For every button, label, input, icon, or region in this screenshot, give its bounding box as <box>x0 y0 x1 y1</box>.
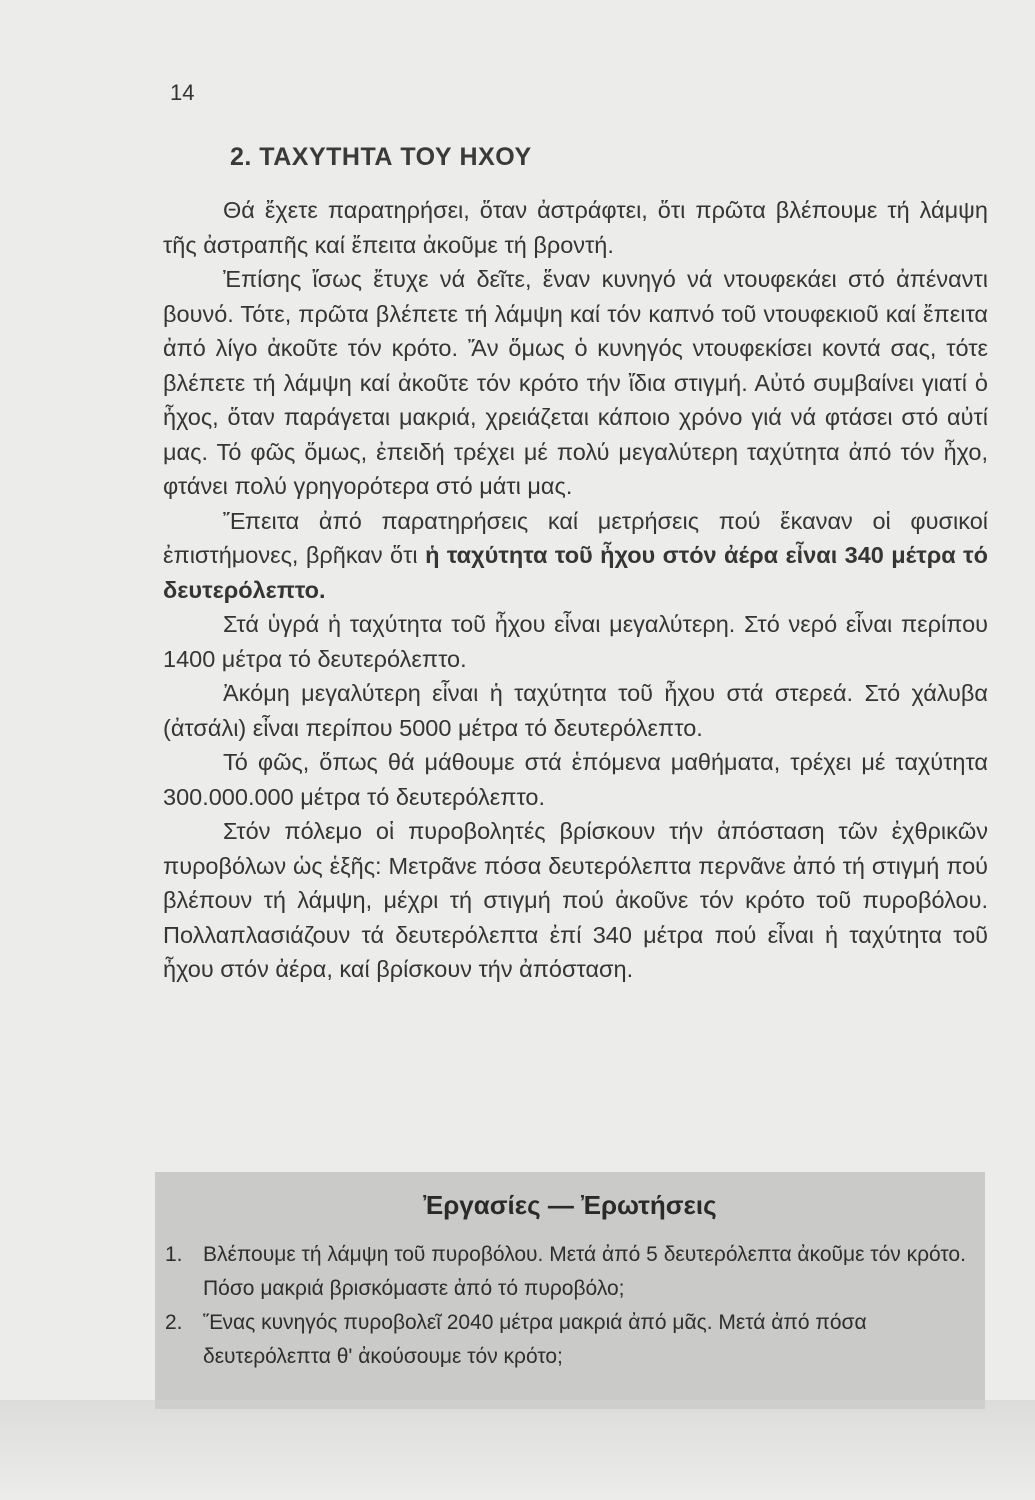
paragraph-speed-in-air <box>163 504 988 608</box>
exercise-item <box>165 1306 980 1374</box>
exercise-text: Ἕνας κυνηγός πυροβολεῖ 2040 μέτρα μακριά ἀπό μᾶς. Μετά ἀπό πόσα δευτερόλεπτα θ' ἀκούσουμε τόν κρότο; <box>203 1311 867 1368</box>
section-title: 2. ΤΑΧΥΤΗΤΑ ΤΟΥ ΗΧΟΥ <box>230 143 532 171</box>
body-text <box>163 193 988 987</box>
page-number: 14 <box>170 80 195 105</box>
exercise-item <box>165 1238 980 1306</box>
page-bottom-shading <box>0 1400 1035 1500</box>
exercise-number: 1. <box>165 1243 183 1266</box>
paragraph-lightning: Θά ἔχετε παρατηρήσει, ὅταν ἀστράφτει, ὅτι πρῶτα βλέπουμε τή λάμψη τῆς ἀστραπῆς καί ἔπειτα ἀκοῦμε τή βροντή. <box>163 197 988 258</box>
paragraph-solids: Ἀκόμη μεγαλύτερη εἶναι ἡ ταχύτητα τοῦ ἦχου στά στερεά. Στό χάλυβα (ἀτσάλι) εἶναι περίπου 5000 μέτρα τό δευτερόλεπτο. <box>163 680 988 741</box>
paragraph-artillery: Στόν πόλεμο οἱ πυροβολητές βρίσκουν τήν ἀπόσταση τῶν ἐχθρικῶν πυροβόλων ὡς ἑξῆς: Μετρᾶνε πόσα δευτερόλεπτα περνᾶνε ἀπό τή στιγμή πού βλέπουν τή λάμψη, μέχρι τή στιγμή πού ἀκοῦνε τόν κρότο τοῦ πυροβόλου. Πολλαπλασιάζουν τά δευτερόλεπτα ἐπί 340 μέτρα πού εἶναι ἡ ταχύτητα τοῦ ἦχου στόν ἀέρα, καί βρίσκουν τήν ἀπόσταση. <box>163 818 988 982</box>
speed-in-air-intro: Ἔπειτα ἀπό παρατηρήσεις καί μετρήσεις πού ἔκαναν οἱ φυσικοί ἐπιστήμονες, βρῆκαν ὅτι <box>163 507 988 568</box>
paragraph-liquids: Στά ὑγρά ἡ ταχύτητα τοῦ ἦχου εἶναι μεγαλύτερη. Στό νερό εἶναι περίπου 1400 μέτρα τό δευτερόλεπτο. <box>163 611 988 672</box>
paragraph-hunter: Ἐπίσης ἴσως ἔτυχε νά δεῖτε, ἕναν κυνηγό νά ντουφεκάει στό ἀπέναντι βουνό. Τότε, πρῶτα βλέπετε τή λάμψη καί τόν καπνό τοῦ ντουφεκιοῦ καί ἔπειτα ἀπό λίγο ἀκοῦτε τόν κρότο. Ἄν ὅμως ὁ κυνηγός ντουφεκίσει κοντά σας, τότε βλέπετε τή λάμψη καί ἀκοῦτε τόν κρότο τήν ἴδια στιγμή. Αὐτό συμβαίνει γιατί ὁ ἦχος, ὅταν παράγεται μακριά, χρειάζεται κάποιο χρόνο γιά νά φτάσει στό αὐτί μας. Τό φῶς ὅμως, ἐπειδή τρέχει μέ πολύ μεγαλύτερη ταχύτητα ἀπό τόν ἦχο, φτάνει πολύ γρηγορότερα στό μάτι μας. <box>163 266 988 499</box>
exercise-text: Βλέπουμε τή λάμψη τοῦ πυροβόλου. Μετά ἀπό 5 δευτερόλεπτα ἀκοῦμε τόν κρότο. Πόσο μακριά βρισκόμαστε ἀπό τό πυροβόλο; <box>203 1243 966 1300</box>
paragraph-light-speed: Τό φῶς, ὅπως θά μάθουμε στά ἑπόμενα μαθήματα, τρέχει μέ ταχύτητα 300.000.000 μέτρα τό δευτερόλεπτο. <box>163 749 988 810</box>
exercises-list <box>165 1238 980 1374</box>
exercises-box <box>155 1172 985 1409</box>
exercises-title: Ἐργασίες — Ἐρωτήσεις <box>423 1190 717 1220</box>
exercise-number: 2. <box>165 1311 183 1334</box>
speed-in-air-fact: ἡ ταχύτητα τοῦ ἦχου στόν ἀέρα εἶναι 340 μέτρα τό δευτερόλεπτο. <box>163 542 989 603</box>
